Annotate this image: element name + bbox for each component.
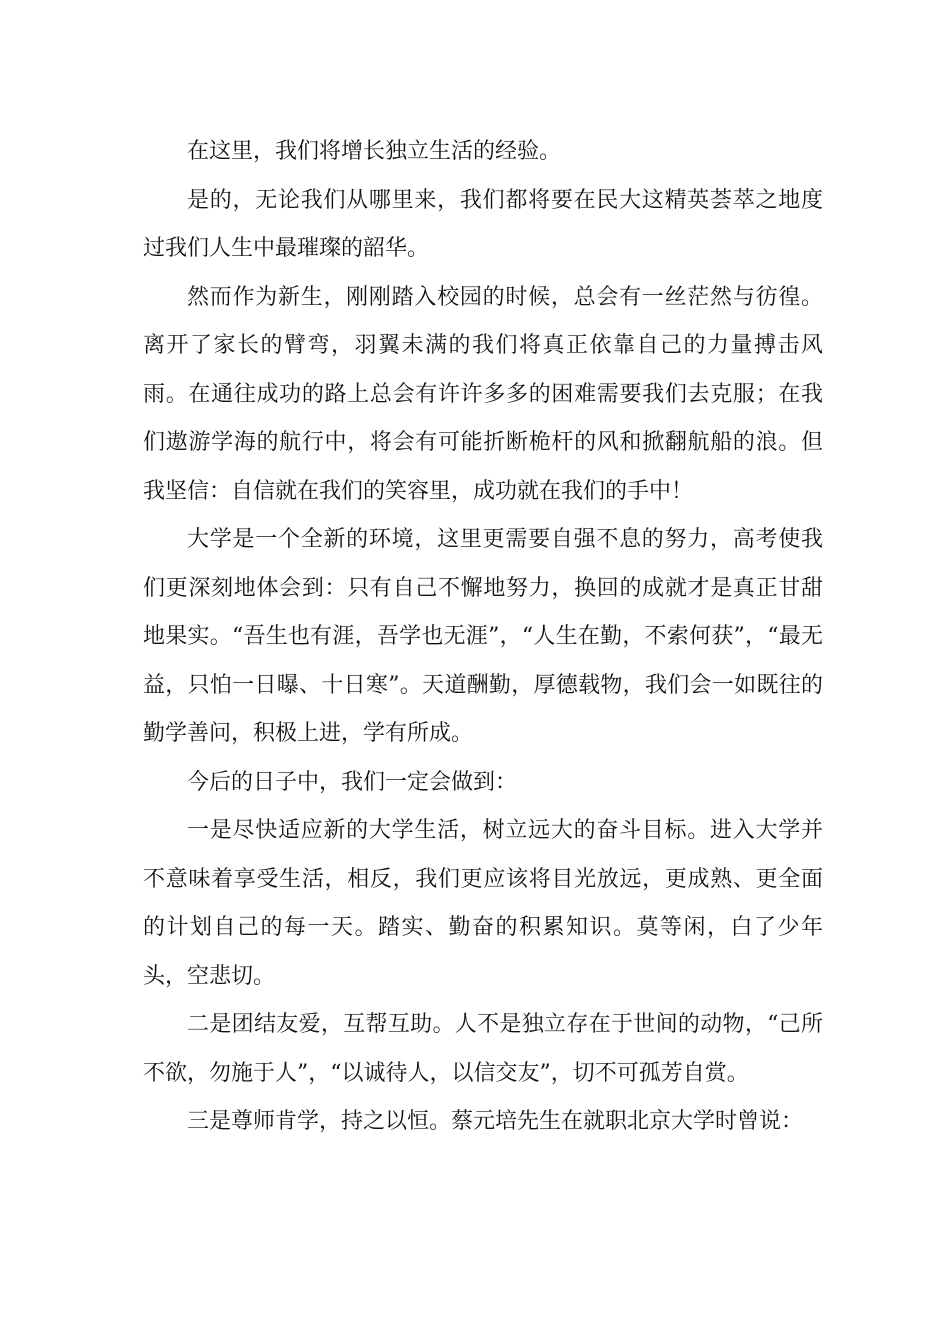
paragraph: 是的，无论我们从哪里来，我们都将要在民大这精英荟萃之地度过我们人生中最璀璨的韶华。 [143, 187, 823, 261]
paragraph: 三是尊师肯学，持之以恒。蔡元培先生在就职北京大学时曾说： [187, 1109, 804, 1134]
paragraph: 今后的日子中，我们一定会做到： [187, 769, 518, 795]
document-body [143, 128, 823, 1147]
paragraph: 然而作为新生，刚刚踏入校园的时候，总会有一丝茫然与彷徨。离开了家长的臂弯，羽翼未满的我们将真正依靠自己的力量搏击风雨。在通往成功的路上总会有许许多多的困难需要我们去克服；在我们遨游学海的航行中，将会有可能折断桅杆的风和掀翻航船的浪。但我坚信：自信就在我们的笑容里，成功就在我们的手中！ [143, 284, 823, 504]
paragraph: 二是团结友爱，互帮互助。人不是独立存在于世间的动物，“己所不欲，勿施于人”，“以诚待人，以信交友”，切不可孤芳自赏。 [143, 1012, 823, 1086]
paragraph: 一是尽快适应新的大学生活，树立远大的奋斗目标。进入大学并不意味着享受生活，相反，我们更应该将目光放远，更成熟、更全面的计划自己的每一天。踏实、勤奋的积累知识。莫等闲，白了少年头，空悲切。 [143, 818, 823, 989]
paragraph: 大学是一个全新的环境，这里更需要自强不息的努力，高考使我们更深刻地体会到：只有自己不懈地努力，换回的成就才是真正甘甜地果实。“吾生也有涯，吾学也无涯”，“人生在勤，不索何获”，“最无益，只怕一日曝、十日寒”。天道酬勤，厚德载物，我们会一如既往的勤学善问，积极上进，学有所成。 [143, 527, 823, 746]
paragraph: 在这里，我们将增长独立生活的经验。 [187, 139, 562, 164]
